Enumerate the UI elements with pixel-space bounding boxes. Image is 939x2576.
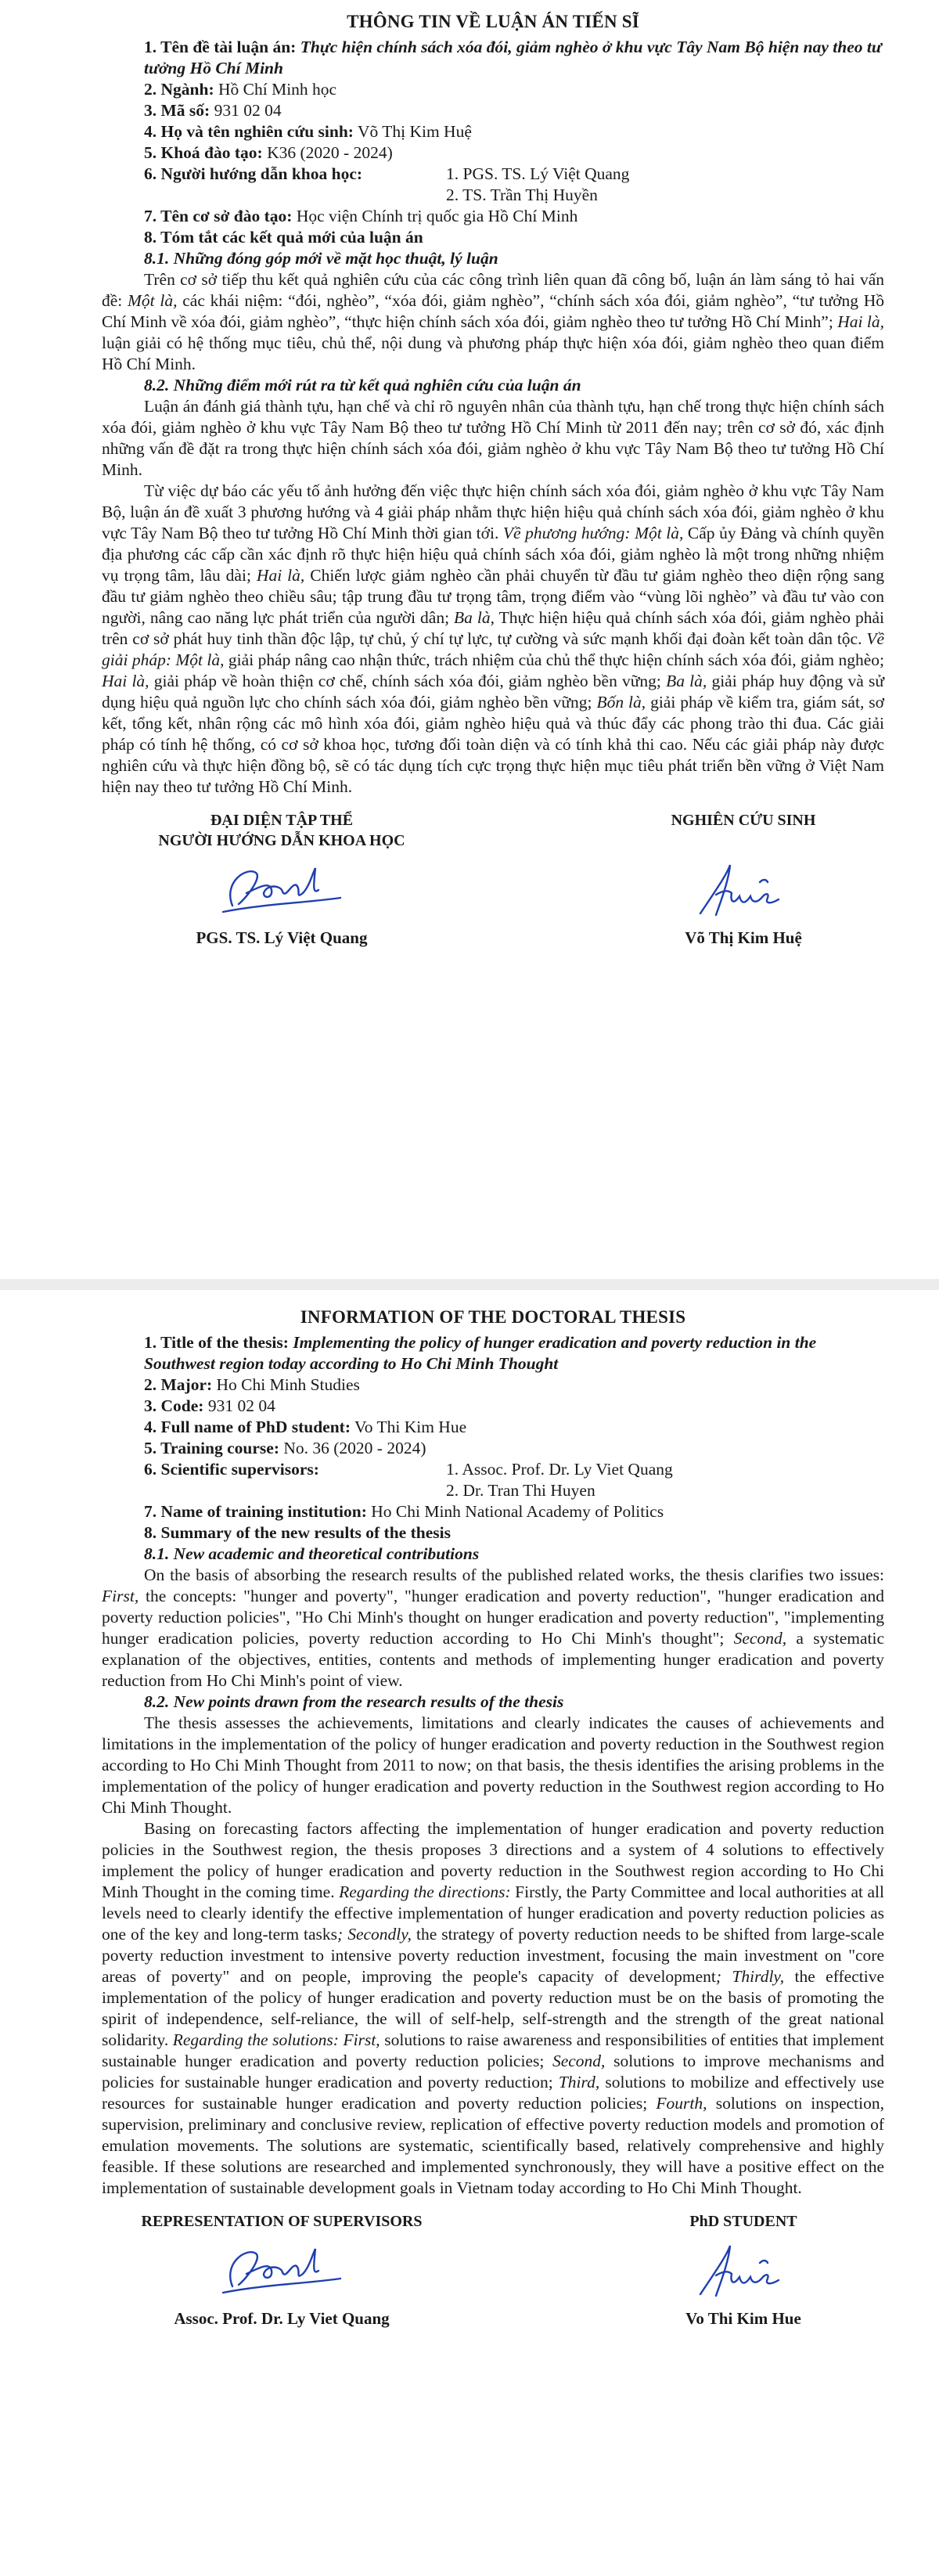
en-field-supervisors	[102, 1459, 884, 1480]
en-field-institution	[102, 1501, 884, 1522]
en-course-value: No. 36 (2020 - 2024)	[283, 1439, 426, 1457]
vi-title-label: 1. Tên đề tài luận án:	[144, 38, 297, 56]
en-82-em-l: Third,	[558, 2073, 600, 2091]
vi-field-supervisors	[102, 164, 884, 185]
vi-field-institution	[102, 206, 884, 227]
en-student-value: Vo Thi Kim Hue	[354, 1418, 467, 1436]
vi-section-82-para-2	[102, 481, 884, 798]
en-student-label: 4. Full name of PhD student:	[144, 1418, 351, 1436]
en-institution-label: 7. Name of training institution:	[144, 1502, 367, 1521]
en-supervisor-name: Assoc. Prof. Dr. Ly Viet Quang	[174, 2309, 390, 2328]
vi-field-code	[102, 100, 884, 121]
vi-82-text-g: Thực hiện hiệu quả chính sách xóa đói, giảm nghèo phải trên cơ sở phát huy tinh thần độc lập, tự chủ, ý chí tự lực, tự cường và sức mạnh khối đại đoàn kết toàn dân tộc.	[102, 608, 884, 648]
en-title-value: Implementing the policy of hunger eradication and poverty reduction in the Southwest region today according to Ho Chi Minh Thought	[144, 1333, 817, 1373]
vi-82-text-a: Từ việc dự báo các yếu tố ảnh hưởng đến việc thực hiện chính sách xóa đói, giảm nghèo ở khu vực Tây Nam Bộ, luận án đề xuất 3 phương hướng và 4 giải pháp nhằm thực hiện hiệu quả chính sách xóa đói, giảm nghèo ở khu vực Tây Nam Bộ theo tư tưởng Hồ Chí Minh thời gian tới.	[102, 481, 884, 542]
en-course-label: 5. Training course:	[144, 1439, 279, 1457]
en-82-text-e: the strategy of poverty reduction needs to be shifted from large-scale poverty reduction investment to intensive poverty reduction investment, focusing the main investment on "core areas of poverty" and on people, improving the people's capacity of development	[102, 1925, 885, 1986]
en-82-text-i: solutions to raise awareness and responsibilities of entities that implement sustainable hunger eradication and poverty reduction policies;	[102, 2030, 884, 2070]
vi-title-value: Thực hiện chính sách xóa đói, giảm nghèo ở khu vực Tây Nam Bộ hiện nay theo tư tưởng Hồ Chí Minh	[144, 38, 882, 77]
en-code-label: 3. Code:	[144, 1396, 204, 1415]
vi-82-em-f: Ba là,	[454, 608, 495, 627]
en-82-em-d: ; Secondly,	[337, 1925, 412, 1944]
en-81-em-d: Second,	[733, 1629, 787, 1648]
en-major-value: Ho Chi Minh Studies	[216, 1375, 360, 1394]
en-heading: INFORMATION OF THE DOCTORAL THESIS	[300, 1307, 686, 1327]
en-82-em-n: Fourth,	[656, 2094, 707, 2113]
en-field-code	[102, 1396, 884, 1417]
en-sig-right-heading: PhD STUDENT	[689, 2213, 797, 2230]
vi-81-text-a: Trên cơ sở tiếp thu kết quả nghiên cứu của các công trình liên quan đã công bố, luận án làm sáng tỏ hai vấn đề:	[102, 270, 884, 310]
en-code-value: 931 02 04	[207, 1396, 275, 1415]
en-field-major	[102, 1374, 884, 1396]
en-82-text-a: Basing on forecasting factors affecting the implementation of hunger eradication and poverty reduction policies in the Southwest region, the thesis proposes 3 directions and a system of 4 solutions to effectively implement the policy of hunger eradication and poverty reduction in the Southwest region according to Ho Chi Minh Thought in the coming time.	[102, 1819, 884, 1901]
student-signature-image	[685, 859, 802, 921]
en-signatures	[102, 2211, 884, 2329]
vi-82-em-j: Hai là,	[102, 672, 149, 690]
en-section-81-title: 8.1. New academic and theoretical contributions	[144, 1544, 480, 1563]
supervisor-signature-image	[215, 859, 348, 921]
vi-82-text-c: Cấp ủy Đảng và chính quyền địa phương các cấp cần xác định rõ thực hiện hiệu quả chính sách xóa đói, giảm nghèo là một trong những nhiệm vụ trọng tâm, lâu dài;	[102, 524, 884, 585]
vi-code-label: 3. Mã số:	[144, 101, 210, 120]
en-sig-left-heading: REPRESENTATION OF SUPERVISORS	[141, 2213, 423, 2230]
en-major-label: 2. Major:	[144, 1375, 213, 1394]
vi-82-em-d: Hai là,	[256, 566, 305, 585]
en-82-text-c: Firstly, the Party Committee and local authorities at all levels need to clearly identify the effective implementation of hunger eradication and poverty reduction policies as one of the key and long-term tasks	[102, 1882, 884, 1944]
en-summary-heading: 8. Summary of the new results of the thesis	[144, 1523, 451, 1542]
en-supervisor-2: 2. Dr. Tran Thi Huyen	[446, 1481, 595, 1500]
vi-82-text-i: giải pháp nâng cao nhận thức, trách nhiệm của chủ thể thực hiện chính sách xóa đói, giảm nghèo;	[224, 650, 884, 669]
vi-82-text-m: giải pháp huy động và sử dụng hiệu quả nguồn lực cho chính sách xóa đói, giảm nghèo bền vững;	[102, 672, 884, 712]
en-section-81-body	[102, 1565, 884, 1692]
vi-82-em-l: Ba là,	[666, 672, 707, 690]
en-student-name: Vo Thi Kim Hue	[685, 2309, 801, 2328]
en-title-label: 1. Title of the thesis:	[144, 1333, 289, 1352]
supervisor-signature-image	[215, 2239, 348, 2302]
vi-81-text-e: luận giải có hệ thống mục tiêu, chủ thể, nội dung và phương pháp thực hiện xóa đói, giảm nghèo theo quan điểm Hồ Chí Minh.	[102, 333, 884, 373]
student-signature-image	[685, 2239, 802, 2302]
vi-82-text-o: giải pháp về kiểm tra, giám sát, sơ kết, tổng kết, nhân rộng các mô hình xóa đói, giảm nghèo hiệu quả và thúc đẩy các phong trào thi đua. Các giải pháp có tính hệ thống, có cơ sở khoa học, tương đối toàn diện và có tính khả thi cao. Nếu các giải pháp này được nghiên cứu và thực hiện đồng bộ, sẽ có tác dụng tích cực trọng thực hiện mục tiêu phát triển bền vững ở Việt Nam hiện nay theo tư tưởng Hồ Chí Minh.	[102, 693, 884, 796]
vi-student-signature-block	[603, 810, 884, 949]
vi-82-text-e: Chiến lược giảm nghèo cần phải chuyển từ đầu tư giảm nghèo theo diện rộng sang đầu tư giảm nghèo theo chiều sâu; tập trung đầu tư trọng tâm, trọng điểm vào “vùng lõi nghèo” và đầu tư vào con người, nâng cao năng lực phát triển của người dân;	[102, 566, 885, 627]
vi-course-label: 5. Khoá đào tạo:	[144, 143, 263, 162]
en-82-text-g: the effective implementation of the policy of hunger eradication and poverty reduction must be on the basis of promoting the spirit of independence, self-reliance, the will of self-help, self-strength and the strength of the great national solidarity.	[102, 1967, 884, 2049]
vi-heading: THÔNG TIN VỀ LUẬN ÁN TIẾN SĨ	[347, 12, 639, 31]
vi-supervisor-2: 2. TS. Trần Thị Huyền	[446, 186, 598, 204]
en-field-student	[102, 1417, 884, 1438]
vi-supervisor-signature-block	[102, 810, 462, 949]
en-81-text-c: the concepts: "hunger and poverty", "hunger eradication and poverty reduction", "hunger eradication and poverty reduction policies", "Ho Chi Minh's thought on hunger eradication and poverty reduction", "implementing hunger eradication policies, poverty reduction according to Ho Chi Minh's thought";	[102, 1587, 884, 1648]
en-82-text-o: solutions on inspection, supervision, preliminary and conclusive review, replication of effective poverty reduction models and promotion of emulation movements. The solutions are systematic, scientifically based, relatively comprehensive and highly feasible. If these solutions are researched and implemented synchronously, they will have a positive effect on the implementation of sustainable development goals in Vietnam today according to Ho Chi Minh Thought.	[102, 2094, 884, 2197]
vi-supervisor-1: 1. PGS. TS. Lý Việt Quang	[446, 164, 630, 183]
en-82-em-h: Regarding the solutions: First,	[172, 2030, 380, 2049]
en-82-em-b: Regarding the directions:	[339, 1882, 511, 1901]
en-student-signature-block	[603, 2211, 884, 2329]
vi-81-em-b: Một là,	[128, 291, 178, 310]
vi-82-em-b: Về phương hướng: Một là,	[502, 524, 684, 542]
en-field-course	[102, 1438, 884, 1459]
vi-major-value: Hồ Chí Minh học	[218, 80, 337, 99]
vi-institution-value: Học viện Chính trị quốc gia Hồ Chí Minh	[296, 207, 578, 225]
vietnamese-sheet	[102, 8, 884, 1268]
vi-section-82-title: 8.2. Những điểm mới rút ra từ kết quả nghiên cứu của luận án	[144, 376, 581, 395]
en-section-82-title: 8.2. New points drawn from the research results of the thesis	[144, 1692, 564, 1711]
vi-student-label: 4. Họ và tên nghiên cứu sinh:	[144, 122, 354, 141]
vi-82-text-k: giải pháp về hoàn thiện cơ chế, chính sách xóa đói, giảm nghèo bền vững;	[149, 672, 667, 690]
english-sheet	[102, 1303, 884, 2563]
en-82-text-k: solutions to improve mechanisms and policies for sustainable hunger eradication and poverty reduction;	[102, 2052, 884, 2091]
vi-section-82-para-1: Luận án đánh giá thành tựu, hạn chế và chỉ rõ nguyên nhân của thành tựu, hạn chế trong thực hiện chính sách xóa đói, giảm nghèo ở khu vực Tây Nam Bộ theo tư tưởng Hồ Chí Minh từ 2011 đến nay; trên cơ sở đó, xác định những vấn đề đặt ra trong thực hiện chính sách xóa đói, giảm nghèo ở khu vực Tây Nam Bộ theo tư tưởng Hồ Chí Minh.	[102, 397, 884, 479]
vi-81-text-c: các khái niệm: “đói, nghèo”, “xóa đói, giảm nghèo”, “chính sách xóa đói, giảm nghèo”, “tư tưởng Hồ Chí Minh về xóa đói, giảm nghèo”, “thực hiện chính sách xóa đói, giảm nghèo theo tư tưởng Hồ Chí Minh”;	[102, 291, 884, 331]
vi-code-value: 931 02 04	[214, 101, 282, 120]
en-81-text-a: On the basis of absorbing the research results of the published related works, the thesis clarifies two issues:	[144, 1565, 884, 1584]
vi-major-label: 2. Ngành:	[144, 80, 214, 99]
vi-82-em-n: Bốn là,	[596, 693, 646, 712]
vi-section-81-body	[102, 269, 884, 375]
vi-field-major	[102, 79, 884, 100]
vi-course-value: K36 (2020 - 2024)	[267, 143, 393, 162]
vi-field-course	[102, 142, 884, 164]
vi-signatures	[102, 810, 884, 949]
vi-82-em-h: Về giải pháp: Một là,	[102, 629, 884, 669]
vi-summary-heading: 8. Tóm tắt các kết quả mới của luận án	[144, 228, 423, 247]
en-section-82-para-1: The thesis assesses the achievements, limitations and clearly indicates the causes of achievements and limitations in the implementation of the policy of hunger eradication and poverty reduction in the Southwest region according to Ho Chi Minh Thought from 2011 to now; on that basis, the thesis identifies the arising problems in the implementation of the policy of hunger eradication and poverty reduction in the Southwest region according to Ho Chi Minh Thought.	[102, 1713, 884, 1817]
vi-81-em-d: Hai là,	[837, 312, 884, 331]
vi-field-student	[102, 121, 884, 142]
page-separator	[0, 1279, 939, 1290]
en-section-82-para-2	[102, 1818, 884, 2199]
en-82-em-j: Second,	[552, 2052, 606, 2070]
en-institution-value: Ho Chi Minh National Academy of Politics	[371, 1502, 664, 1521]
vi-sig-left-heading-2: NGƯỜI HƯỚNG DẪN KHOA HỌC	[158, 832, 405, 849]
en-field-title	[102, 1332, 884, 1374]
en-81-text-e: a systematic explanation of the objectives, entities, contents and methods of implementing hunger eradication and poverty reduction from Ho Chi Minh's point of view.	[102, 1629, 884, 1690]
en-81-em-b: First,	[102, 1587, 139, 1605]
en-supervisor-1: 1. Assoc. Prof. Dr. Ly Viet Quang	[446, 1460, 673, 1479]
en-82-text-m: solutions to mobilize and effectively use resources for sustainable hunger eradication and poverty reduction policies;	[102, 2073, 885, 2113]
vi-sig-left-heading-1: ĐẠI DIỆN TẬP THỂ	[210, 812, 354, 829]
en-82-em-f: ; Thirdly,	[715, 1967, 785, 1986]
vi-student-value: Võ Thị Kim Huệ	[357, 122, 472, 141]
vi-student-name: Võ Thị Kim Huệ	[685, 928, 802, 947]
vi-sig-right-heading: NGHIÊN CỨU SINH	[671, 812, 816, 829]
vi-institution-label: 7. Tên cơ sở đào tạo:	[144, 207, 293, 225]
en-supervisors-label: 6. Scientific supervisors:	[144, 1460, 319, 1479]
vi-field-title	[102, 37, 884, 79]
vi-supervisor-name: PGS. TS. Lý Việt Quang	[196, 928, 368, 947]
en-supervisor-signature-block	[102, 2211, 462, 2329]
vi-supervisors-label: 6. Người hướng dẫn khoa học:	[144, 164, 363, 183]
vi-section-81-title: 8.1. Những đóng góp mới về mặt học thuật, lý luận	[144, 249, 498, 268]
